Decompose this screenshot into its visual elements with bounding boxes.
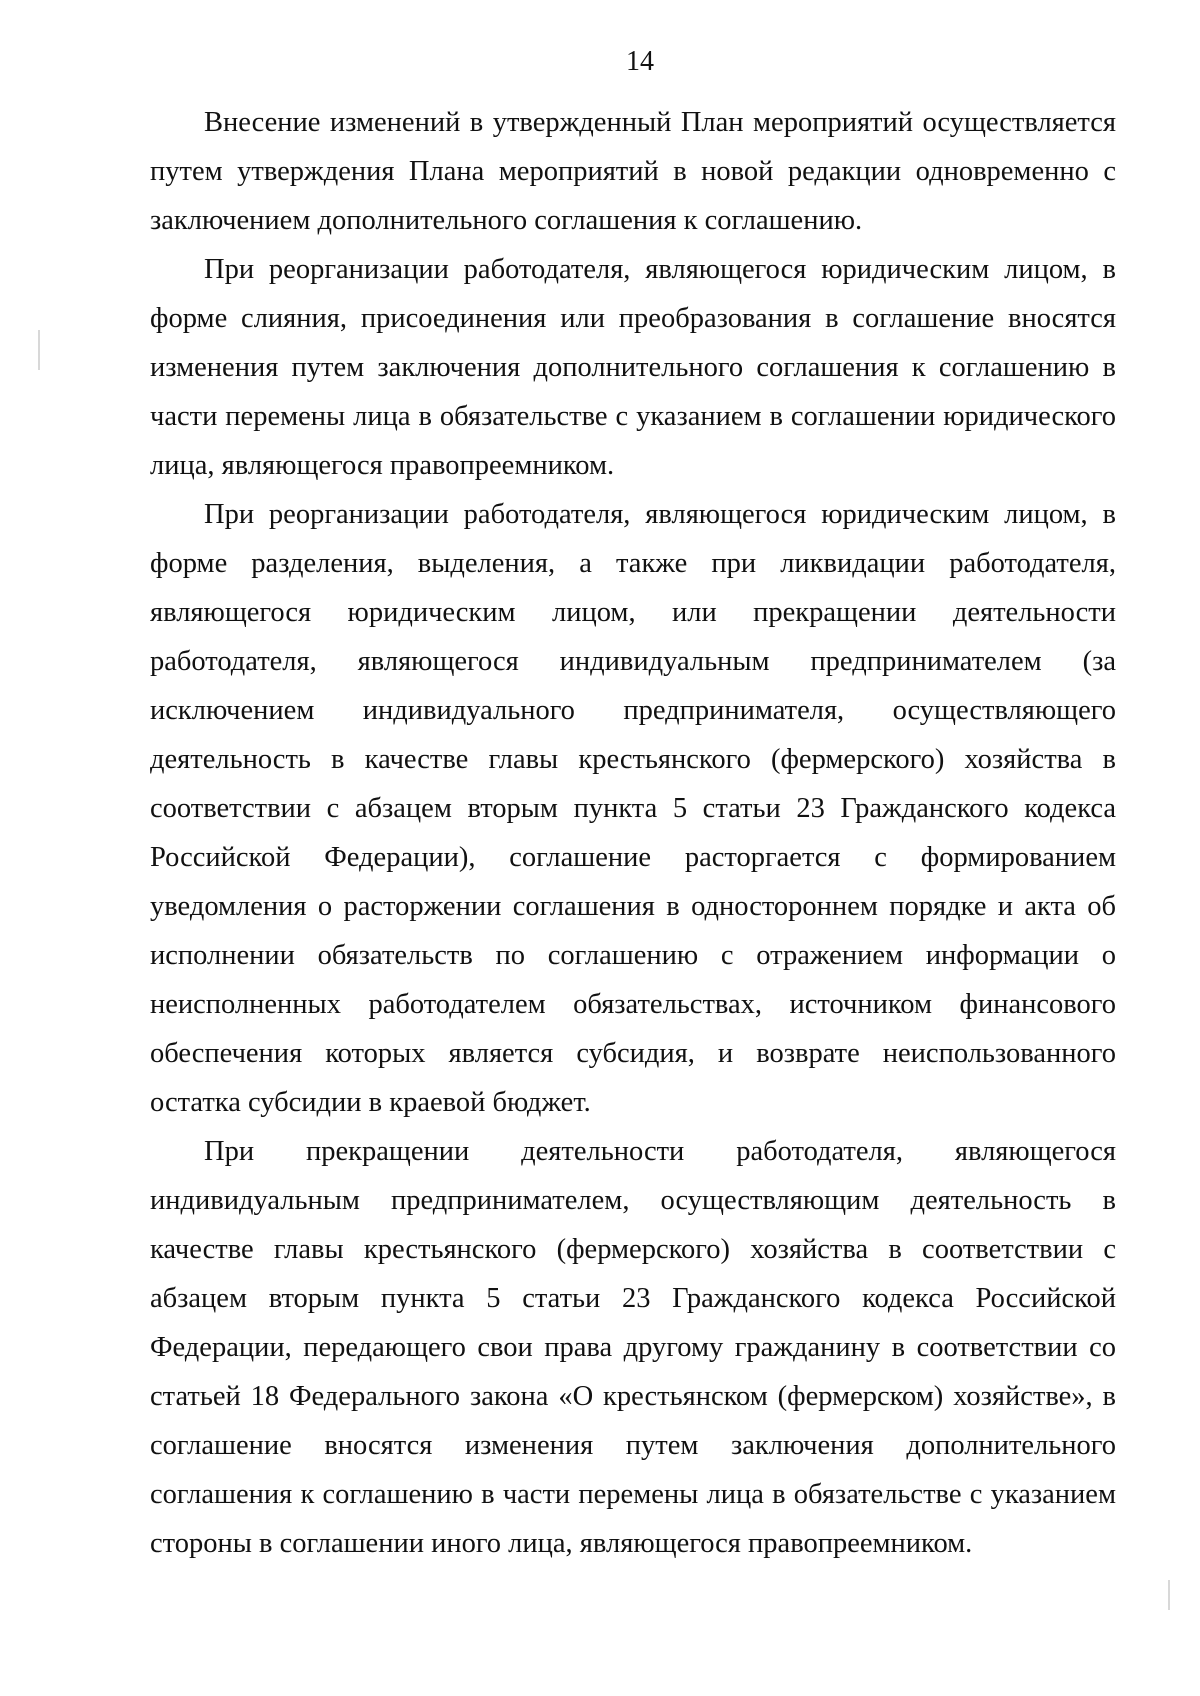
scan-artifact-right [1168, 1580, 1170, 1610]
document-body [150, 98, 1116, 1568]
page-number: 14 [626, 46, 654, 77]
paragraph-plan-changes: Внесение изменений в утвержденный План мероприятий осуществляется путем утверждения Плана мероприятий в новой редакции одновременно с заключением дополнительного соглашения к соглашению. [150, 107, 1116, 236]
paragraph-reorganization-merger: При реорганизации работодателя, являющегося юридическим лицом, в форме слияния, присоединения или преобразования в соглашение вносятся изменения путем заключения дополнительного соглашения к соглашению в части перемены лица в обязательстве с указанием в соглашении юридического лица, являющегося правопреемником. [150, 254, 1116, 481]
scan-artifact-left [38, 330, 40, 370]
paragraph-farm-head-termination: При прекращении деятельности работодателя, являющегося индивидуальным предпринимателем, осуществляющим деятельность в качестве главы крестьянского (фермерского) хозяйства в соответствии с абзацем вторым пункта 5 статьи 23 Гражданского кодекса Российской Федерации, передающего свои права другому гражданину в соответствии со статьей 18 Федерального закона «О крестьянском (фермерском) хозяйстве», в соглашение вносятся изменения путем заключения дополнительного соглашения к соглашению в части перемены лица в обязательстве с указанием стороны в соглашении иного лица, являющегося правопреемником. [150, 1136, 1116, 1559]
paragraph-reorganization-division: При реорганизации работодателя, являющегося юридическим лицом, в форме разделения, выделения, а также при ликвидации работодателя, являющегося юридическим лицом, или прекращении деятельности работодателя, являющегося индивидуальным предпринимателем (за исключением индивидуального предпринимателя, осуществляющего деятельность в качестве главы крестьянского (фермерского) хозяйства в соответствии с абзацем вторым пункта 5 статьи 23 Гражданского кодекса Российской Федерации), соглашение расторгается с формированием уведомления о расторжении соглашения в одностороннем порядке и акта об исполнении обязательств по соглашению с отражением информации о неисполненных работодателем обязательствах, источником финансового обеспечения которых является субсидия, и возврате неиспользованного остатка субсидии в краевой бюджет. [150, 499, 1116, 1118]
